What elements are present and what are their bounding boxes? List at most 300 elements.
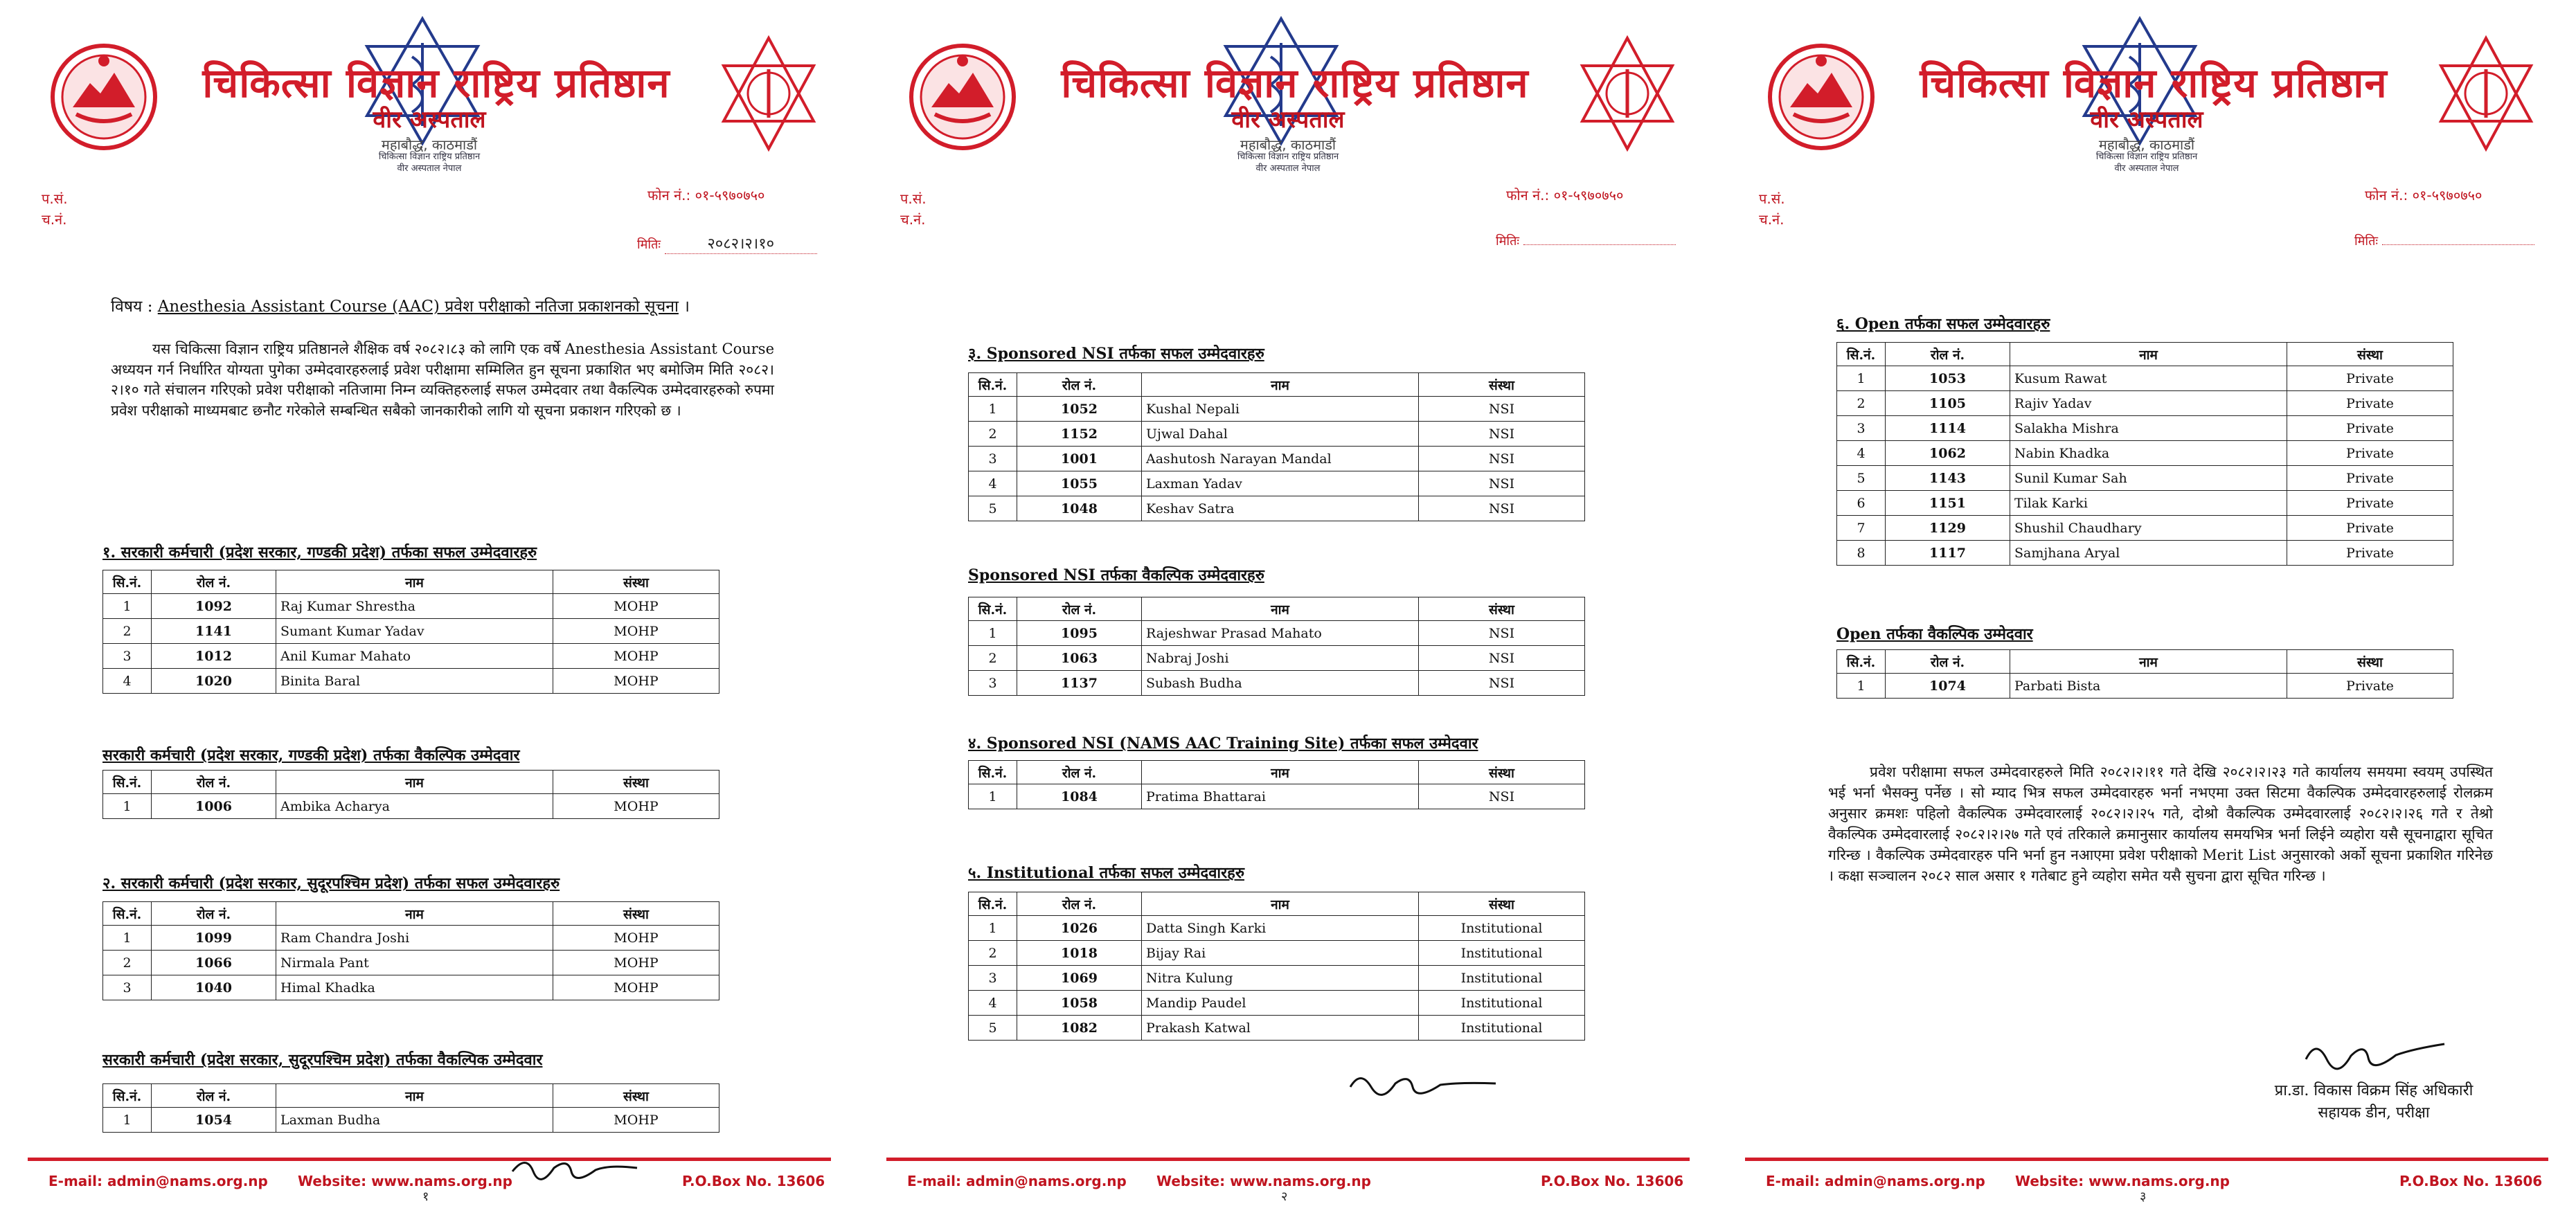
cell-name: Sunil Kumar Sah	[2010, 466, 2287, 491]
date-field	[637, 233, 817, 254]
cell-name: Datta Singh Karki	[1142, 916, 1419, 941]
cell-sn: 1	[103, 1108, 152, 1133]
table-row	[969, 941, 1585, 966]
table-row	[1837, 366, 2453, 391]
table-row	[969, 784, 1585, 809]
cell-roll: 1092	[152, 594, 276, 619]
cell-sn: 4	[969, 991, 1017, 1016]
table-row	[1837, 416, 2453, 441]
results-table	[968, 892, 1585, 1041]
cell-roll: 1084	[1017, 784, 1142, 809]
cell-name: Nabraj Joshi	[1142, 646, 1419, 671]
table-header-row	[103, 1084, 719, 1108]
cell-org: MOHP	[553, 951, 719, 975]
results-table	[102, 770, 719, 819]
table-row	[969, 916, 1585, 941]
cell-name: Ujwal Dahal	[1142, 422, 1419, 447]
date-field	[2354, 233, 2534, 249]
nams-logo-icon	[2438, 35, 2534, 152]
cell-org: Institutional	[1419, 1016, 1585, 1041]
cell-roll: 1114	[1886, 416, 2010, 441]
cell-org: Private	[2287, 516, 2453, 541]
cell-org: NSI	[1419, 784, 1585, 809]
table-row	[1837, 491, 2453, 516]
cell-org: NSI	[1419, 621, 1585, 646]
cell-org: Private	[2287, 366, 2453, 391]
table-row	[1837, 441, 2453, 466]
col-roll-header: रोल नं.	[1017, 761, 1142, 784]
table-header-row	[1837, 650, 2453, 674]
col-org-header: संस्था	[553, 570, 719, 594]
cell-org: MOHP	[553, 619, 719, 644]
cell-org: MOHP	[553, 1108, 719, 1133]
page-number: २	[1281, 1189, 1288, 1204]
footer-website: Website: www.nams.org.np	[2015, 1173, 2230, 1189]
cell-sn: 3	[969, 671, 1017, 696]
cell-org: Institutional	[1419, 916, 1585, 941]
cell-name: Binita Baral	[276, 669, 553, 694]
phone-number: फोन नं.: ०१-५९७०७५०	[1506, 187, 1624, 204]
notice-page-1	[0, 0, 859, 1215]
table-header-row	[969, 373, 1585, 397]
letterhead	[859, 0, 1717, 249]
cell-name: Himal Khadka	[276, 975, 553, 1000]
cell-sn: 4	[969, 471, 1017, 496]
cell-org: NSI	[1419, 397, 1585, 422]
cell-sn: 1	[103, 926, 152, 951]
cell-org: Private	[2287, 491, 2453, 516]
phone-number: फोन नं.: ०१-५९७०७५०	[647, 187, 765, 204]
cell-org: Private	[2287, 674, 2453, 699]
signatory-title: सहायक डीन, परीक्षा	[2318, 1104, 2430, 1122]
reference-fields	[42, 188, 68, 230]
table-row	[969, 621, 1585, 646]
col-name-header: नाम	[2010, 650, 2287, 674]
footer-divider	[886, 1158, 1690, 1161]
nepal-emblem-icon	[907, 42, 1018, 152]
cell-name: Aashutosh Narayan Mandal	[1142, 447, 1419, 471]
cell-org: Private	[2287, 441, 2453, 466]
results-table	[102, 1083, 719, 1133]
cell-name: Sumant Kumar Yadav	[276, 619, 553, 644]
subject-line	[111, 294, 690, 316]
cell-org: MOHP	[553, 975, 719, 1000]
letterhead	[1717, 0, 2576, 249]
col-roll-header: रोल नं.	[1886, 650, 2010, 674]
subject-label: विषय :	[111, 298, 153, 316]
stamp-line: वीर अस्पताल नेपाल	[1255, 163, 1321, 174]
col-org-header: संस्था	[2287, 650, 2453, 674]
footer-pobox: P.O.Box No. 13606	[682, 1173, 825, 1189]
notice-page-2	[859, 0, 1717, 1215]
col-org-header: संस्था	[2287, 343, 2453, 366]
cell-roll: 1082	[1017, 1016, 1142, 1041]
cell-name: Kusum Rawat	[2010, 366, 2287, 391]
col-sn-header: सि.नं.	[103, 771, 152, 794]
col-name-header: नाम	[2010, 343, 2287, 366]
cell-sn: 1	[103, 594, 152, 619]
table-row	[103, 669, 719, 694]
col-org-header: संस्था	[553, 1084, 719, 1108]
cell-name: Pratima Bhattarai	[1142, 784, 1419, 809]
cell-sn: 5	[969, 496, 1017, 521]
ref-ps: प.सं.	[1759, 190, 1785, 207]
letterhead-footer	[1717, 1158, 2576, 1204]
date-field	[1496, 233, 1676, 249]
cell-name: Nabin Khadka	[2010, 441, 2287, 466]
cell-roll: 1152	[1017, 422, 1142, 447]
nepal-emblem-icon	[48, 42, 159, 152]
cell-roll: 1058	[1017, 991, 1142, 1016]
date-label: मितिः	[2354, 234, 2378, 249]
col-roll-header: रोल नं.	[1017, 892, 1142, 916]
cell-roll: 1001	[1017, 447, 1142, 471]
reference-fields	[900, 188, 927, 230]
cell-roll: 1095	[1017, 621, 1142, 646]
stamp-line: चिकित्सा विज्ञान राष्ट्रिय प्रतिष्ठान	[378, 152, 481, 162]
cell-name: Subash Budha	[1142, 671, 1419, 696]
hospital-name: वीर अस्पताल	[1231, 106, 1345, 134]
page-number: ३	[2140, 1189, 2147, 1204]
cell-org: NSI	[1419, 447, 1585, 471]
table-row	[103, 926, 719, 951]
table-row	[969, 966, 1585, 991]
table-header-row	[103, 771, 719, 794]
section-heading: ६. Open तर्फका सफल उम्मेदवारहरु	[1836, 315, 2050, 333]
date-value: २०८२।२।१०	[665, 233, 817, 254]
office-stamp	[1219, 151, 1357, 174]
table-row	[1837, 466, 2453, 491]
col-roll-header: रोल नं.	[152, 570, 276, 594]
date-label: मितिः	[1496, 234, 1519, 249]
col-roll-header: रोल नं.	[152, 1084, 276, 1108]
table-header-row	[969, 761, 1585, 784]
cell-org: Private	[2287, 466, 2453, 491]
cell-roll: 1066	[152, 951, 276, 975]
table-row	[103, 975, 719, 1000]
cell-roll: 1141	[152, 619, 276, 644]
cell-name: Shushil Chaudhary	[2010, 516, 2287, 541]
cell-sn: 2	[969, 941, 1017, 966]
table-row	[969, 447, 1585, 471]
cell-org: Institutional	[1419, 966, 1585, 991]
stamp-line: वीर अस्पताल नेपाल	[2114, 163, 2179, 174]
col-roll-header: रोल नं.	[1017, 373, 1142, 397]
cell-sn: 8	[1837, 541, 1886, 566]
cell-sn: 1	[1837, 366, 1886, 391]
results-table	[1836, 342, 2453, 566]
cell-sn: 3	[103, 975, 152, 1000]
table-header-row	[103, 902, 719, 926]
cell-roll: 1105	[1886, 391, 2010, 416]
letterhead-footer	[0, 1158, 859, 1204]
section-heading: ५. Institutional तर्फका सफल उम्मेदवारहरु	[968, 864, 1244, 882]
cell-roll: 1012	[152, 644, 276, 669]
col-name-header: नाम	[1142, 373, 1419, 397]
cell-name: Tilak Karki	[2010, 491, 2287, 516]
section-heading: २. सरकारी कर्मचारी (प्रदेश सरकार, सुदूरपश्चिम प्रदेश) तर्फका सफल उम्मेदवारहरु	[102, 874, 560, 892]
cell-sn: 2	[1837, 391, 1886, 416]
institution-name: चिकित्सा विज्ञान राष्ट्रिय प्रतिष्ठान	[1061, 60, 1529, 107]
cell-roll: 1062	[1886, 441, 2010, 466]
col-roll-header: रोल नं.	[1017, 597, 1142, 621]
subject-text: Anesthesia Assistant Course (AAC) प्रवेश परीक्षाको नतिजा प्रकाशनको सूचना	[157, 298, 679, 316]
col-org-header: संस्था	[1419, 892, 1585, 916]
cell-roll: 1020	[152, 669, 276, 694]
col-sn-header: सि.नं.	[969, 761, 1017, 784]
reference-fields	[1759, 188, 1785, 230]
section-heading: Open तर्फका वैकल्पिक उम्मेदवार	[1836, 625, 2033, 643]
section-heading: ४. Sponsored NSI (NAMS AAC Training Site) तर्फका सफल उम्मेदवार	[968, 735, 1478, 753]
cell-roll: 1054	[152, 1108, 276, 1133]
cell-name: Mandip Paudel	[1142, 991, 1419, 1016]
results-table	[1836, 649, 2453, 699]
cell-name: Rajiv Yadav	[2010, 391, 2287, 416]
col-org-header: संस्था	[1419, 597, 1585, 621]
cell-name: Nirmala Pant	[276, 951, 553, 975]
cell-sn: 6	[1837, 491, 1886, 516]
cell-roll: 1040	[152, 975, 276, 1000]
admission-notice: प्रवेश परीक्षामा सफल उम्मेदवारहरुले मिति २०८२।२।११ गते देखि २०८२।२।२३ गते कार्यालय समयमा स्वयम् उपस्थित भई भर्ना भैसक्नु पर्नेछ । सो म्याद भित्र सफल उम्मेदवारहरु भर्ना नभएमा उक्त सिटमा वैकल्पिक उम्मेदवारहरुलाई रोलक्रम अनुसार क्रमशः पहिलो वैकल्पिक उम्मेदवारलाई २०८२।२।२५ गते, दोश्रो वैकल्पिक उम्मेदवारलाई २०८२।२।२६ गते र तेश्रो वैकल्पिक उम्मेदवारलाई २०८२।२।२७ गते एवं तरिकाले क्रमानुसार कार्यालय समयभित्र भर्ना लिईने व्यहोरा यसै सूचनाद्वारा सूचित गरिन्छ । वैकल्पिक उम्मेदवारहरु पनि भर्ना हुन नआएमा प्रवेश परीक्षाको Merit List अनुसारको अर्को सूचना प्रकाशित गरिनेछ । कक्षा सञ्चालन २०८२ साल असार १ गतेबाट हुने व्यहोरा समेत यसै सुचना द्वारा सूचित गरिन्छ ।	[1828, 764, 2493, 884]
cell-org: Private	[2287, 416, 2453, 441]
table-header-row	[103, 570, 719, 594]
cell-name: Samjhana Aryal	[2010, 541, 2287, 566]
cell-name: Laxman Budha	[276, 1108, 553, 1133]
col-org-header: संस्था	[553, 902, 719, 926]
cell-sn: 1	[103, 794, 152, 819]
nams-logo-icon	[1579, 35, 1676, 152]
cell-org: MOHP	[553, 669, 719, 694]
cell-sn: 2	[103, 951, 152, 975]
cell-org: NSI	[1419, 471, 1585, 496]
results-table	[968, 597, 1585, 696]
table-header-row	[969, 892, 1585, 916]
results-table	[968, 372, 1585, 521]
hospital-city: महाबौद्ध, काठमाडौं	[381, 136, 478, 153]
cell-org: Institutional	[1419, 941, 1585, 966]
footer-divider	[28, 1158, 831, 1161]
cell-sn: 1	[1837, 674, 1886, 699]
cell-sn: 3	[1837, 416, 1886, 441]
cell-roll: 1053	[1886, 366, 2010, 391]
cell-name: Nitra Kulung	[1142, 966, 1419, 991]
cell-org: NSI	[1419, 671, 1585, 696]
footer-pobox: P.O.Box No. 13606	[1541, 1173, 1684, 1189]
hospital-name: वीर अस्पताल	[373, 106, 486, 134]
ref-chn: च.नं.	[900, 211, 926, 228]
table-row	[103, 951, 719, 975]
cell-sn: 4	[103, 669, 152, 694]
notice-page-3	[1717, 0, 2576, 1215]
cell-sn: 1	[969, 621, 1017, 646]
cell-sn: 3	[969, 447, 1017, 471]
cell-roll: 1137	[1017, 671, 1142, 696]
footer-pobox: P.O.Box No. 13606	[2399, 1173, 2543, 1189]
cell-org: MOHP	[553, 926, 719, 951]
section-heading: १. सरकारी कर्मचारी (प्रदेश सरकार, गण्डकी प्रदेश) तर्फका सफल उम्मेदवारहरु	[102, 543, 537, 561]
cell-org: MOHP	[553, 794, 719, 819]
cell-roll: 1117	[1886, 541, 2010, 566]
col-name-header: नाम	[1142, 892, 1419, 916]
col-name-header: नाम	[1142, 597, 1419, 621]
table-row	[1837, 674, 2453, 699]
table-row	[103, 644, 719, 669]
table-row	[969, 646, 1585, 671]
page-number: १	[422, 1189, 429, 1204]
cell-name: Rajeshwar Prasad Mahato	[1142, 621, 1419, 646]
cell-org: MOHP	[553, 594, 719, 619]
letterhead	[0, 0, 859, 253]
hospital-city: महाबौद्ध, काठमाडौं	[2098, 136, 2195, 153]
cell-roll: 1018	[1017, 941, 1142, 966]
cell-roll: 1099	[152, 926, 276, 951]
col-sn-header: सि.नं.	[103, 902, 152, 926]
hospital-city: महाबौद्ध, काठमाडौं	[1240, 136, 1336, 153]
cell-name: Prakash Katwal	[1142, 1016, 1419, 1041]
letterhead-footer	[859, 1158, 1717, 1204]
table-row	[103, 619, 719, 644]
cell-roll: 1048	[1017, 496, 1142, 521]
table-header-row	[1837, 343, 2453, 366]
date-value-blank	[2382, 244, 2534, 245]
nepal-emblem-icon	[1766, 42, 1877, 152]
cell-sn: 2	[969, 422, 1017, 447]
cell-name: Anil Kumar Mahato	[276, 644, 553, 669]
ref-chn: च.नं.	[1759, 211, 1785, 228]
cell-sn: 1	[969, 784, 1017, 809]
cell-org: NSI	[1419, 496, 1585, 521]
col-sn-header: सि.नं.	[969, 892, 1017, 916]
cell-roll: 1055	[1017, 471, 1142, 496]
cell-org: NSI	[1419, 646, 1585, 671]
cell-org: Private	[2287, 391, 2453, 416]
cell-sn: 7	[1837, 516, 1886, 541]
hospital-name: वीर अस्पताल	[2090, 106, 2203, 134]
table-row	[969, 671, 1585, 696]
col-name-header: नाम	[276, 902, 553, 926]
table-row	[103, 794, 719, 819]
col-name-header: नाम	[1142, 761, 1419, 784]
subject-end: ।	[683, 298, 690, 316]
cell-name: Keshav Satra	[1142, 496, 1419, 521]
section-heading: सरकारी कर्मचारी (प्रदेश सरकार, गण्डकी प्रदेश) तर्फका वैकल्पिक उम्मेदवार	[102, 746, 520, 764]
signatory-block	[2256, 1080, 2492, 1124]
signature-icon	[2299, 1032, 2451, 1073]
col-sn-header: सि.नं.	[103, 570, 152, 594]
footer-email: E-mail: admin@nams.org.np	[1766, 1173, 1985, 1189]
table-row	[103, 1108, 719, 1133]
table-row	[1837, 391, 2453, 416]
institution-name: चिकित्सा विज्ञान राष्ट्रिय प्रतिष्ठान	[202, 60, 670, 107]
col-org-header: संस्था	[1419, 761, 1585, 784]
cell-roll: 1151	[1886, 491, 2010, 516]
footer-email: E-mail: admin@nams.org.np	[907, 1173, 1127, 1189]
section-heading: सरकारी कर्मचारी (प्रदेश सरकार, सुदूरपश्चिम प्रदेश) तर्फका वैकल्पिक उम्मेदवार	[102, 1051, 543, 1069]
section-heading: ३. Sponsored NSI तर्फका सफल उम्मेदवारहरु	[968, 345, 1264, 363]
cell-name: Ram Chandra Joshi	[276, 926, 553, 951]
stamp-line: चिकित्सा विज्ञान राष्ट्रिय प्रतिष्ठान	[1237, 152, 1339, 162]
footer-website: Website: www.nams.org.np	[1156, 1173, 1371, 1189]
cell-roll: 1026	[1017, 916, 1142, 941]
col-org-header: संस्था	[1419, 373, 1585, 397]
cell-roll: 1069	[1017, 966, 1142, 991]
ref-ps: प.सं.	[42, 190, 68, 207]
col-sn-header: सि.नं.	[103, 1084, 152, 1108]
table-header-row	[969, 597, 1585, 621]
office-stamp	[2077, 151, 2216, 174]
col-org-header: संस्था	[553, 771, 719, 794]
table-row	[969, 991, 1585, 1016]
table-row	[1837, 541, 2453, 566]
col-name-header: नाम	[276, 771, 553, 794]
signatory-name: प्रा.डा. विकास विक्रम सिंह अधिकारी	[2274, 1082, 2474, 1099]
cell-roll: 1063	[1017, 646, 1142, 671]
table-row	[1837, 516, 2453, 541]
footer-divider	[1745, 1158, 2548, 1161]
cell-name: Raj Kumar Shrestha	[276, 594, 553, 619]
col-name-header: नाम	[276, 1084, 553, 1108]
nams-logo-icon	[720, 35, 817, 152]
table-row	[103, 594, 719, 619]
cell-roll: 1052	[1017, 397, 1142, 422]
table-row	[969, 422, 1585, 447]
cell-sn: 3	[969, 966, 1017, 991]
institution-name: चिकित्सा विज्ञान राष्ट्रिय प्रतिष्ठान	[1920, 60, 2388, 107]
cell-name: Kushal Nepali	[1142, 397, 1419, 422]
cell-sn: 5	[969, 1016, 1017, 1041]
results-table	[968, 760, 1585, 809]
cell-sn: 2	[969, 646, 1017, 671]
intro-paragraph: यस चिकित्सा विज्ञान राष्ट्रिय प्रतिष्ठानले शैक्षिक वर्ष २०८२।८३ को लागि एक वर्षे Anesthesia Assistant Course अध्ययन गर्न निर्धारित योग्यता पुगेका उम्मेदवारहरुलाई प्रवेश परीक्षामा सम्मिलित हुन सूचना प्रकाशित भए बमोजिम मिति २०८२।२।१० गते संचालन गरिएको प्रवेश परीक्षाको नतिजामा निम्न व्यक्तिहरुलाई सफल उम्मेदवार तथा वैकल्पिक उम्मेदवारहरुको रुपमा प्रवेश परीक्षाको माध्यमबाट छनौट गरेकोले सम्बन्धित सबैको जानकारीको लागि यो सूचना प्रकाशन गरिएको छ ।	[111, 341, 774, 419]
footer-email: E-mail: admin@nams.org.np	[48, 1173, 268, 1189]
cell-roll: 1006	[152, 794, 276, 819]
ref-ps: प.सं.	[900, 190, 927, 207]
cell-name: Bijay Rai	[1142, 941, 1419, 966]
results-table	[102, 570, 719, 694]
section-heading: Sponsored NSI तर्फका वैकल्पिक उम्मेदवारहरु	[968, 566, 1264, 584]
table-row	[969, 1016, 1585, 1041]
cell-sn: 4	[1837, 441, 1886, 466]
date-label: मितिः	[637, 237, 661, 252]
cell-roll: 1129	[1886, 516, 2010, 541]
col-sn-header: सि.नं.	[969, 373, 1017, 397]
cell-sn: 3	[103, 644, 152, 669]
cell-roll: 1143	[1886, 466, 2010, 491]
col-sn-header: सि.नं.	[1837, 343, 1886, 366]
office-stamp	[360, 151, 499, 174]
cell-sn: 2	[103, 619, 152, 644]
phone-number: फोन नं.: ०१-५९७०७५०	[2365, 187, 2483, 204]
col-roll-header: रोल नं.	[152, 902, 276, 926]
ref-chn: च.नं.	[42, 211, 67, 228]
col-roll-header: रोल नं.	[152, 771, 276, 794]
col-sn-header: सि.नं.	[1837, 650, 1886, 674]
cell-name: Salakha Mishra	[2010, 416, 2287, 441]
cell-sn: 1	[969, 397, 1017, 422]
table-row	[969, 397, 1585, 422]
cell-name: Ambika Acharya	[276, 794, 553, 819]
table-row	[969, 496, 1585, 521]
col-sn-header: सि.नं.	[969, 597, 1017, 621]
cell-sn: 5	[1837, 466, 1886, 491]
date-value-blank	[1523, 244, 1676, 245]
col-name-header: नाम	[276, 570, 553, 594]
cell-roll: 1074	[1886, 674, 2010, 699]
cell-name: Laxman Yadav	[1142, 471, 1419, 496]
col-roll-header: रोल नं.	[1886, 343, 2010, 366]
cell-org: MOHP	[553, 644, 719, 669]
results-table	[102, 901, 719, 1000]
